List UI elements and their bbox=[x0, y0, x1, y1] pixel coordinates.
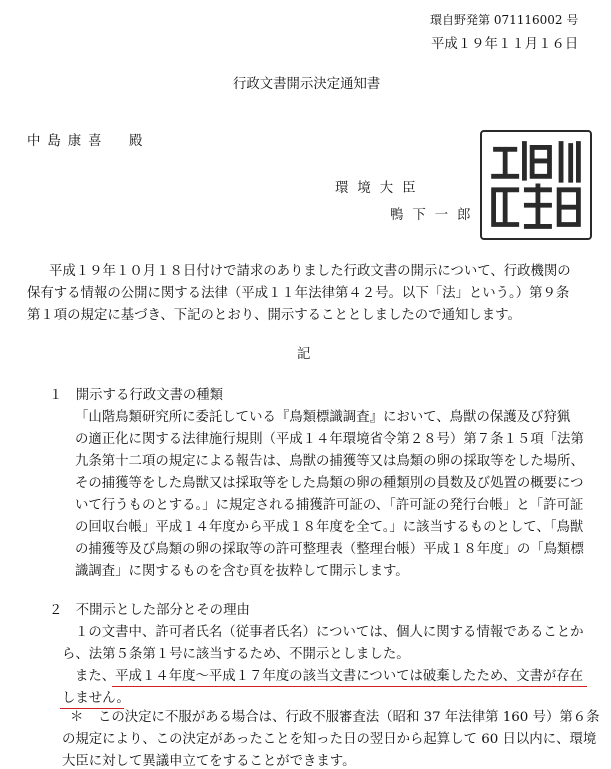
section1-line: その捕獲等をした鳥獣又は採取等をした鳥類の卵の種類別の員数及び処置の概要につ bbox=[75, 476, 584, 491]
document-date: 平成１９年１１月１６日 bbox=[431, 37, 579, 52]
intro-line: 第１項の規定に基づき、下記のとおり、開示することとしましたので通知します。 bbox=[27, 308, 521, 323]
note-line: の規定により、この決定があったことを知った日の翌日から起算して 60 日以内に、環境 bbox=[62, 732, 597, 747]
section2-line: １の文書中、許可者氏名（従事者氏名）については、個人に関する情報であることか bbox=[75, 625, 584, 640]
document-number: 環自野発第 071116002 号 bbox=[430, 13, 579, 27]
section1-heading: １ 開示する行政文書の種類 bbox=[49, 388, 224, 403]
document-title: 行政文書開示決定通知書 bbox=[233, 77, 381, 92]
note-marker: ＊ bbox=[70, 710, 84, 725]
section1-line: 「山階鳥類研究所に委託している『鳥類標識調査』において、鳥獣の保護及び狩猟 bbox=[75, 410, 571, 425]
seal-icon bbox=[482, 132, 590, 238]
section1-line: いて行うものとする。」に規定される捕獲許可証の、「許可証の発行台帳」と「許可証 bbox=[75, 498, 584, 513]
note-line: この決定に不服がある場合は、行政不服審査法（昭和 37 年法律第 160 号）第６条 bbox=[98, 710, 600, 725]
section1-line: 九条第十二項の規定による報告は、鳥獣の捕獲等又は鳥類の卵の採取等をした場所、 bbox=[75, 454, 584, 469]
section2-line: しません。 bbox=[62, 691, 130, 706]
red-underline bbox=[60, 708, 124, 709]
recipient: 中島康喜 殿 bbox=[27, 134, 150, 149]
section2-heading: ２ 不開示とした部分とその理由 bbox=[49, 603, 250, 618]
section1-line: の適正化に関する法律施行規則（平成１４年環境省令第２８号）第７条１５項「法第 bbox=[75, 432, 584, 447]
section2-line: また、平成１４年度～平成１７年度の該当文書については破棄したため、文書が存在 bbox=[75, 669, 584, 684]
section1-line: の捕獲等及び鳥類の卵の採取等の許可整理表（整理台帳）平成１８年度」の「鳥類標 bbox=[75, 542, 584, 557]
section2-line: ら、法第５条第１号に該当するため、不開示としました。 bbox=[62, 647, 410, 662]
section1-line: 識調査」に関するものを含む頁を抜粋して開示します。 bbox=[75, 564, 409, 579]
red-underline bbox=[112, 686, 587, 687]
official-seal bbox=[480, 130, 592, 240]
sender-title: 環境大臣 bbox=[335, 181, 425, 196]
intro-line: 平成１９年１０月１８日付けで請求のありました行政文書の開示について、行政機関の bbox=[49, 264, 571, 279]
note-line: 大臣に対して異議申立てをすることができます。 bbox=[62, 754, 356, 769]
section1-line: の回収台帳」平成１４年度から平成１８年度を全て。」に該当するものとして、「鳥獣 bbox=[75, 520, 584, 535]
sender-name: 鴨下一郎 bbox=[390, 208, 480, 223]
ki-marker: 記 bbox=[297, 347, 311, 362]
intro-line: 保有する情報の公開に関する法律（平成１１年法律第４２号。以下「法」という。）第９条 bbox=[27, 286, 570, 301]
